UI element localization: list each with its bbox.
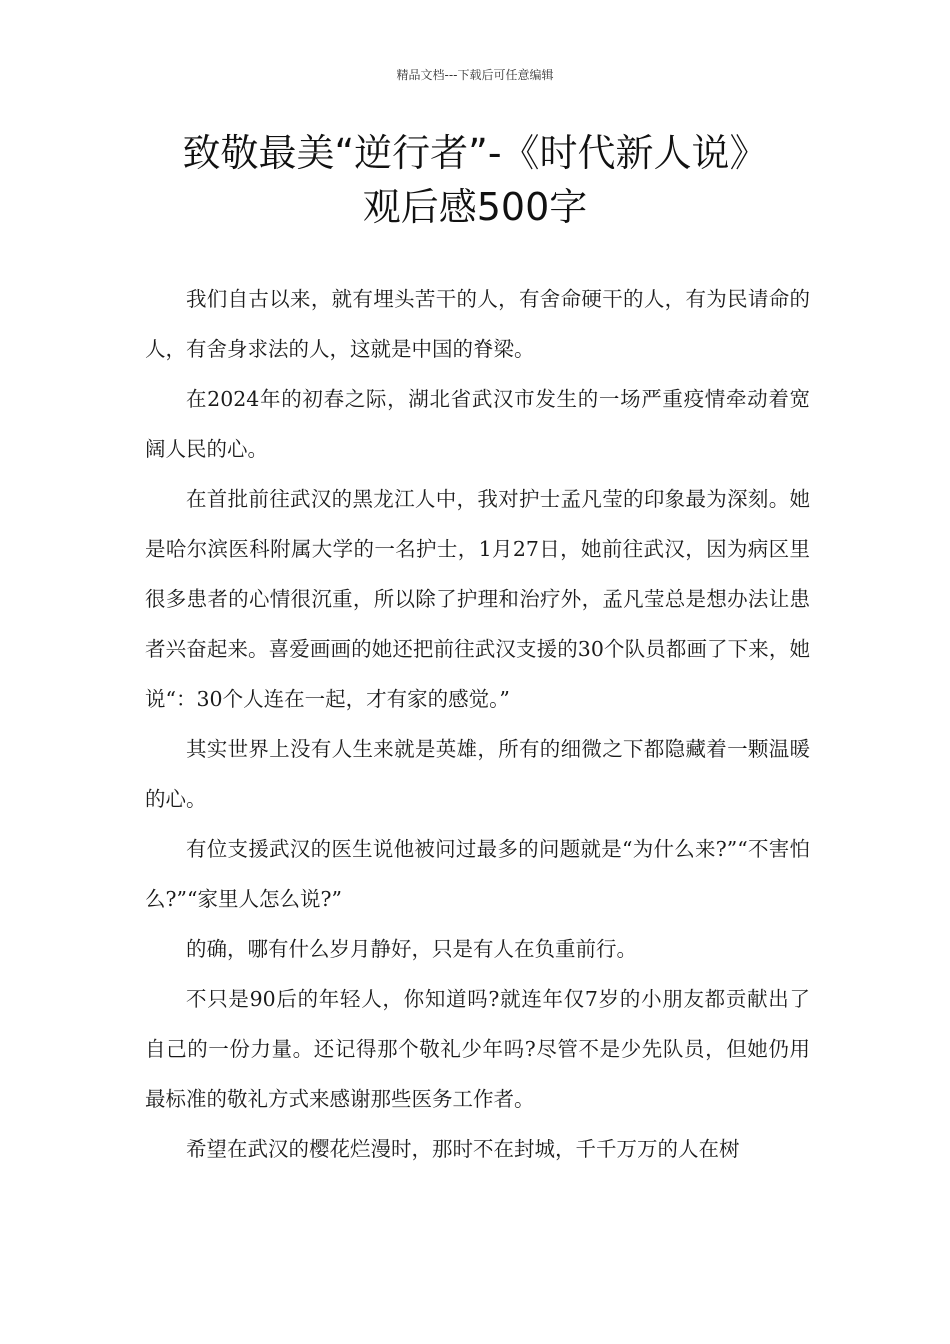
paragraph: 不只是90后的年轻人，你知道吗?就连年仅7岁的小朋友都贡献出了自己的一份力量。还记得那个敬礼少年吗?尽管不是少先队员，但她仍用最标准的敬礼方式来感谢那些医务工作者。 [145,987,810,1111]
paragraph: 在2024年的初春之际，湖北省武汉市发生的一场严重疫情牵动着宽阔人民的心。 [145,387,810,461]
header-note: 精品文档---下载后可任意编辑 [396,68,554,82]
paragraph: 希望在武汉的樱花烂漫时，那时不在封城，千千万万的人在树 [186,1137,740,1161]
paragraph: 的确，哪有什么岁月静好，只是有人在负重前行。 [186,937,637,961]
document-body [145,274,810,1174]
paragraph: 有位支援武汉的医生说他被问过最多的问题就是“为什么来?”“不害怕么?”“家里人怎么说?” [145,837,810,911]
title-line-1: 致敬最美“逆行者”-《时代新人说》 [182,131,768,175]
document-title [100,126,850,234]
paragraph: 其实世界上没有人生来就是英雄，所有的细微之下都隐藏着一颗温暖的心。 [145,737,810,811]
paragraph: 我们自古以来，就有埋头苦干的人，有舍命硬干的人，有为民请命的人，有舍身求法的人，这就是中国的脊梁。 [145,287,810,361]
title-line-2: 观后感500字 [362,185,588,229]
paragraph: 在首批前往武汉的黑龙江人中，我对护士孟凡莹的印象最为深刻。她是哈尔滨医科附属大学的一名护士，1月27日，她前往武汉，因为病区里很多患者的心情很沉重，所以除了护理和治疗外，孟凡莹总是想办法让患者兴奋起来。喜爱画画的她还把前往武汉支援的30个队员都画了下来，她说“：30个人连在一起，才有家的感觉。” [145,487,810,711]
